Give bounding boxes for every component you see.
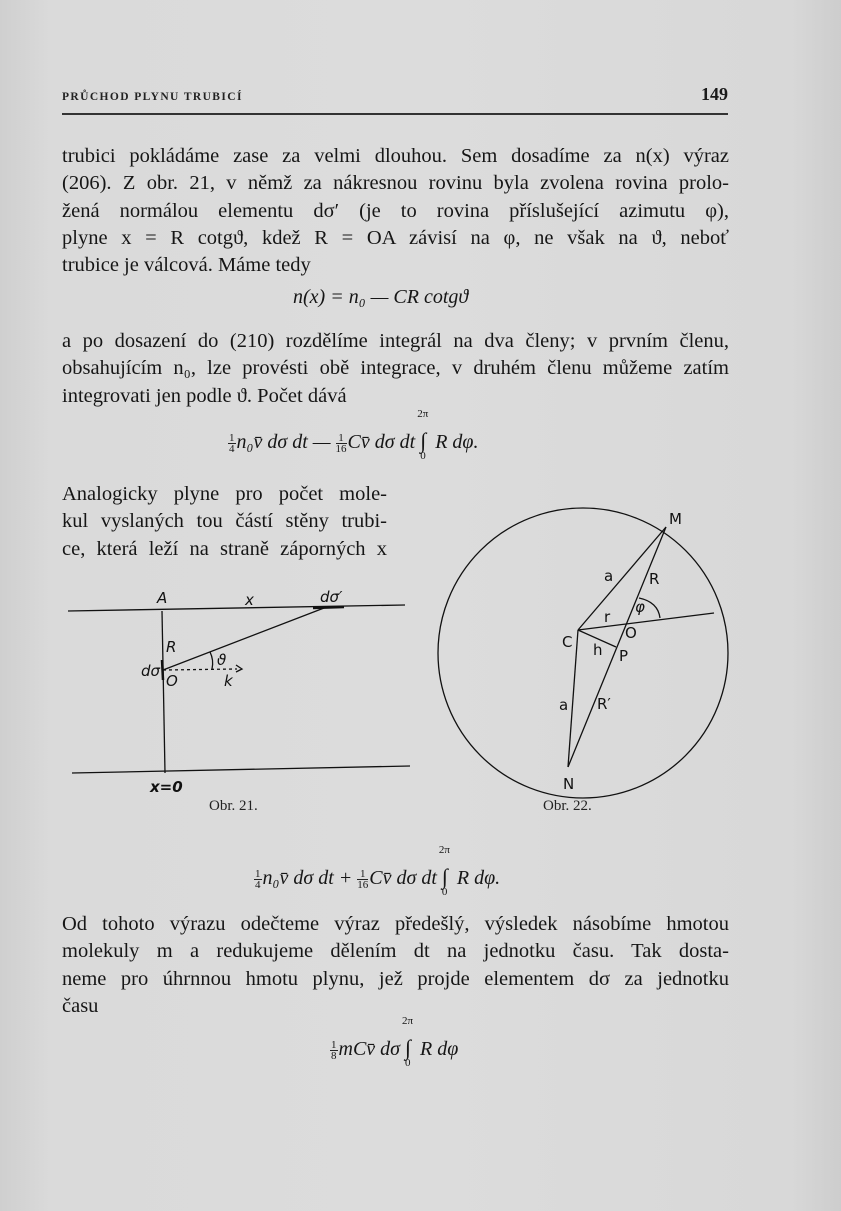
label-P: P: [619, 647, 629, 665]
text-line: (206). Z obr. 21, v němž za nákresnou rovinu byla zvolena rovina prolo-: [62, 172, 729, 195]
label-A: A: [157, 589, 168, 607]
normal-line: [162, 611, 165, 773]
fraction: $\frac{1}{16}$: [335, 431, 347, 455]
k-direction-dashed: [163, 669, 237, 670]
text-line: integrovati jen podle ϑ. Počet dává: [62, 384, 347, 407]
label-r: r: [604, 608, 611, 626]
figure-21-caption: Obr. 21.: [209, 798, 258, 814]
equation-count-negative: $\frac{1}{4}$ n₀v̄ dσ dt + $\frac{1}{16}$ Cv̄ dσ dt 2π ∫ 0 R dφ.: [255, 844, 501, 898]
integral-sign: 2π ∫ 0: [402, 1015, 414, 1069]
page-number: 149: [701, 84, 728, 104]
label-a-bottom: a: [559, 696, 569, 714]
paragraph-4: [62, 911, 729, 1020]
label-x: x: [245, 591, 254, 609]
label-M: M: [669, 510, 682, 528]
label-N: N: [563, 775, 575, 793]
label-dsigma: dσ: [141, 662, 161, 680]
label-a-top: a: [604, 567, 614, 585]
text-line: trubici pokládáme zase za velmi dlouhou. Sem dosadíme za n(x) výraz: [62, 145, 729, 167]
dsigma-element: [162, 660, 163, 680]
fraction: $\frac{1}{8}$: [331, 1038, 337, 1062]
text-line: a po dosazení do (210) rozdělíme integrál na dva členy; v prvním členu,: [62, 330, 729, 352]
tube-cross-section-circle: [438, 508, 728, 798]
text-line: času: [62, 994, 99, 1017]
text-line: Od tohoto výrazu odečteme výraz předešlý, výsledek násobíme hmotou: [62, 913, 729, 935]
tube-wall-top: [68, 605, 405, 611]
label-O: O: [166, 672, 178, 690]
text-line: molekuly m a redukujeme dělením dt na jednotku času. Tak dosta-: [62, 940, 729, 963]
radius-line: [578, 613, 714, 630]
label-R: R: [166, 638, 177, 656]
label-R-prime: R′: [597, 695, 611, 713]
label-dsigma-prime: dσ′: [320, 588, 343, 606]
equation-total-mass: $\frac{1}{8}$ mCv̄ dσ 2π ∫ 0 R dφ: [331, 1015, 459, 1069]
fraction: $\frac{1}{16}$: [357, 867, 369, 891]
label-R: R: [649, 570, 660, 588]
chord-MN: [568, 527, 666, 767]
text-line: plyne x = R cotgϑ, kdež R = OA závisí na φ, ne však na ϑ, neboť: [62, 226, 729, 249]
text-line: kul vyslaných tou částí stěny trubi-: [62, 510, 387, 533]
label-theta: ϑ: [217, 651, 227, 669]
equation-nx: n(x) = n₀ — CR cotgϑ: [293, 286, 469, 308]
running-title: PRŮCHOD PLYNU TRUBICÍ: [62, 91, 243, 103]
label-k: k: [224, 672, 233, 690]
figure-22-caption: Obr. 22.: [543, 798, 592, 814]
equation-count-positive: $\frac{1}{4}$ n₀v̄ dσ dt — $\frac{1}{16}$ Cv̄ dσ dt 2π ∫ 0 R dφ.: [229, 408, 479, 462]
label-O: O: [625, 624, 637, 642]
label-phi: φ: [635, 598, 645, 616]
label-x-equals-0: x=0: [150, 778, 183, 796]
text-line: Analogicky plyne pro počet mole-: [62, 483, 387, 505]
fraction: $\frac{1}{4}$: [229, 431, 235, 455]
text-line: ce, která leží na straně záporných x: [62, 537, 387, 560]
label-C: C: [562, 633, 573, 651]
ray-line: [163, 608, 324, 670]
integral-sign: 2π ∫ 0: [417, 408, 429, 462]
label-h: h: [593, 641, 603, 659]
text-line: trubice je válcová. Máme tedy: [62, 254, 311, 277]
integral-sign: 2π ∫ 0: [438, 844, 450, 898]
text-line: neme pro úhrnnou hmotu plynu, jež projde elementem dσ za jednotku: [62, 967, 729, 990]
fraction: $\frac{1}{4}$: [255, 867, 261, 891]
theta-arc: [210, 652, 213, 669]
text-line: žená normálou elementu dσ′ (je to rovina příslušející azimutu φ),: [62, 199, 729, 222]
text-line: obsahujícím n₀, lze provésti obě integrace, v druhém členu můžeme zatím: [62, 357, 729, 380]
dsigma-prime-element: [313, 607, 344, 608]
tube-wall-bottom: [72, 766, 410, 773]
